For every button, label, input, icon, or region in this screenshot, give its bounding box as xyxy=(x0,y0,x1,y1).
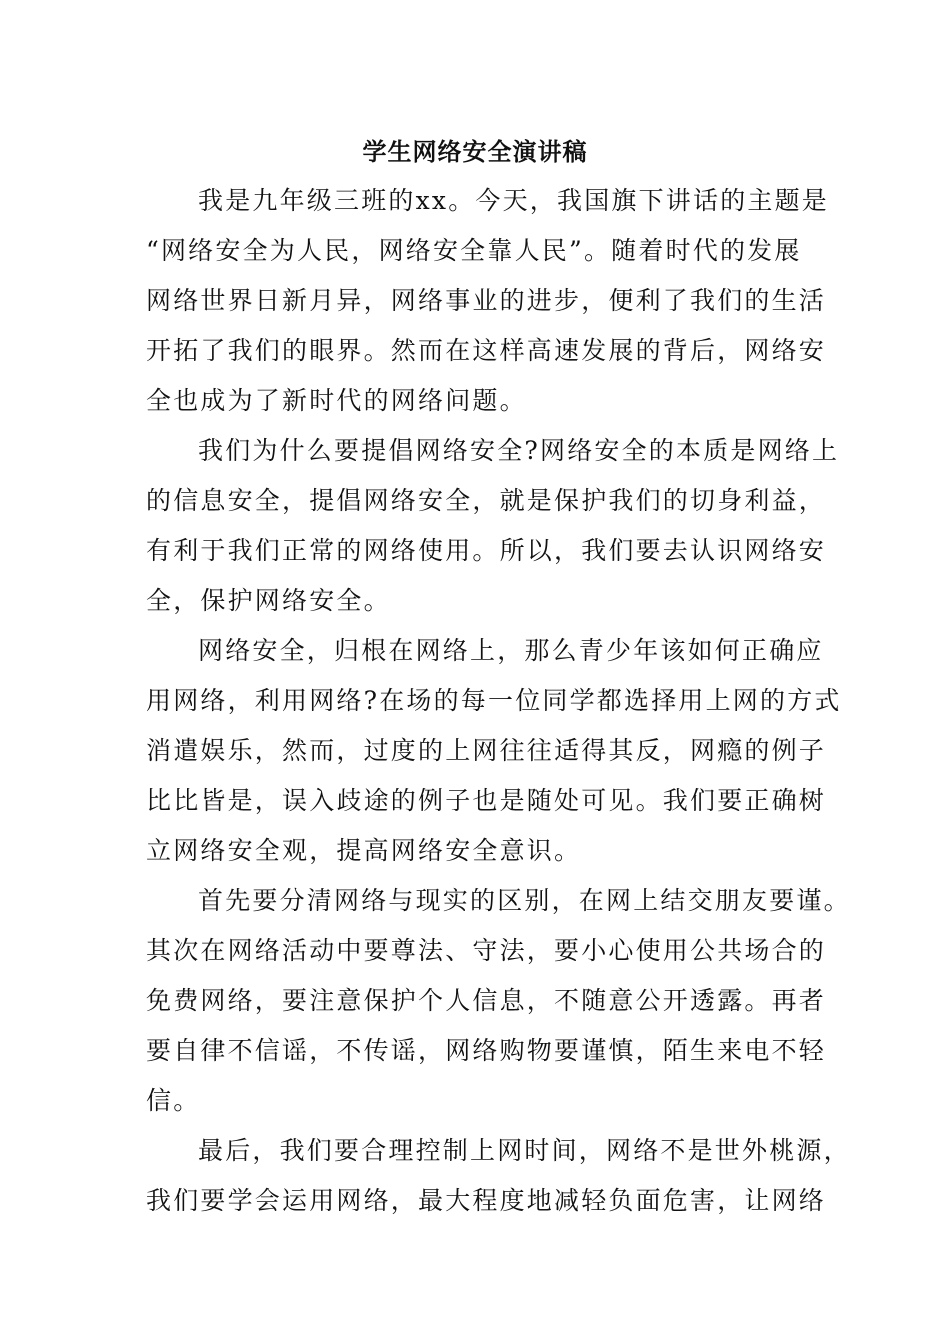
text-line: 开拓了我们的眼界。然而在这样高速发展的背后，网络安 xyxy=(146,336,827,365)
text-line: 免费网络，要注意保护个人信息，不随意公开透露。再者 xyxy=(146,986,827,1015)
text-line: “网络安全为人民，网络安全靠人民”。随着时代的发展 xyxy=(146,236,802,265)
text-line: 我们要学会运用网络，最大程度地减轻负面危害，让网络 xyxy=(146,1186,827,1215)
text-line: 要自律不信谣，不传谣，网络购物要谨慎，陌生来电不轻 xyxy=(146,1036,827,1065)
text-line: 有利于我们正常的网络使用。所以，我们要去认识网络安 xyxy=(146,536,827,565)
text-line: 首先要分清网络与现实的区别，在网上结交朋友要谨。 xyxy=(198,886,851,915)
text-line: 用网络，利用网络?在场的每一位同学都选择用上网的方式 xyxy=(146,686,842,715)
text-line: 其次在网络活动中要尊法、守法，要小心使用公共场合的 xyxy=(146,936,827,965)
text-line: 网络安全，归根在网络上，那么青少年该如何正确应 xyxy=(198,636,824,665)
text-line: 比比皆是，误入歧途的例子也是随处可见。我们要正确树 xyxy=(146,786,827,815)
text-line: 网络世界日新月异，网络事业的进步，便利了我们的生活 xyxy=(146,286,827,315)
text-line: 全，保护网络安全。 xyxy=(146,586,391,615)
text-line: 立网络安全观，提高网络安全意识。 xyxy=(146,836,582,865)
text-line: 消遣娱乐，然而，过度的上网往往适得其反，网瘾的例子 xyxy=(146,736,827,765)
text-line: 我是九年级三班的xx。今天，我国旗下讲话的主题是 xyxy=(198,186,830,215)
text-line: 信。 xyxy=(146,1086,201,1115)
document-title: 学生网络安全演讲稿 xyxy=(362,138,588,166)
text-line: 的信息安全，提倡网络安全，就是保护我们的切身利益， xyxy=(146,486,827,515)
text-line: 全也成为了新时代的网络问题。 xyxy=(146,386,527,415)
text-line: 我们为什么要提倡网络安全?网络安全的本质是网络上 xyxy=(198,436,840,465)
text-line: 最后，我们要合理控制上网时间，网络不是世外桃源， xyxy=(198,1136,851,1165)
